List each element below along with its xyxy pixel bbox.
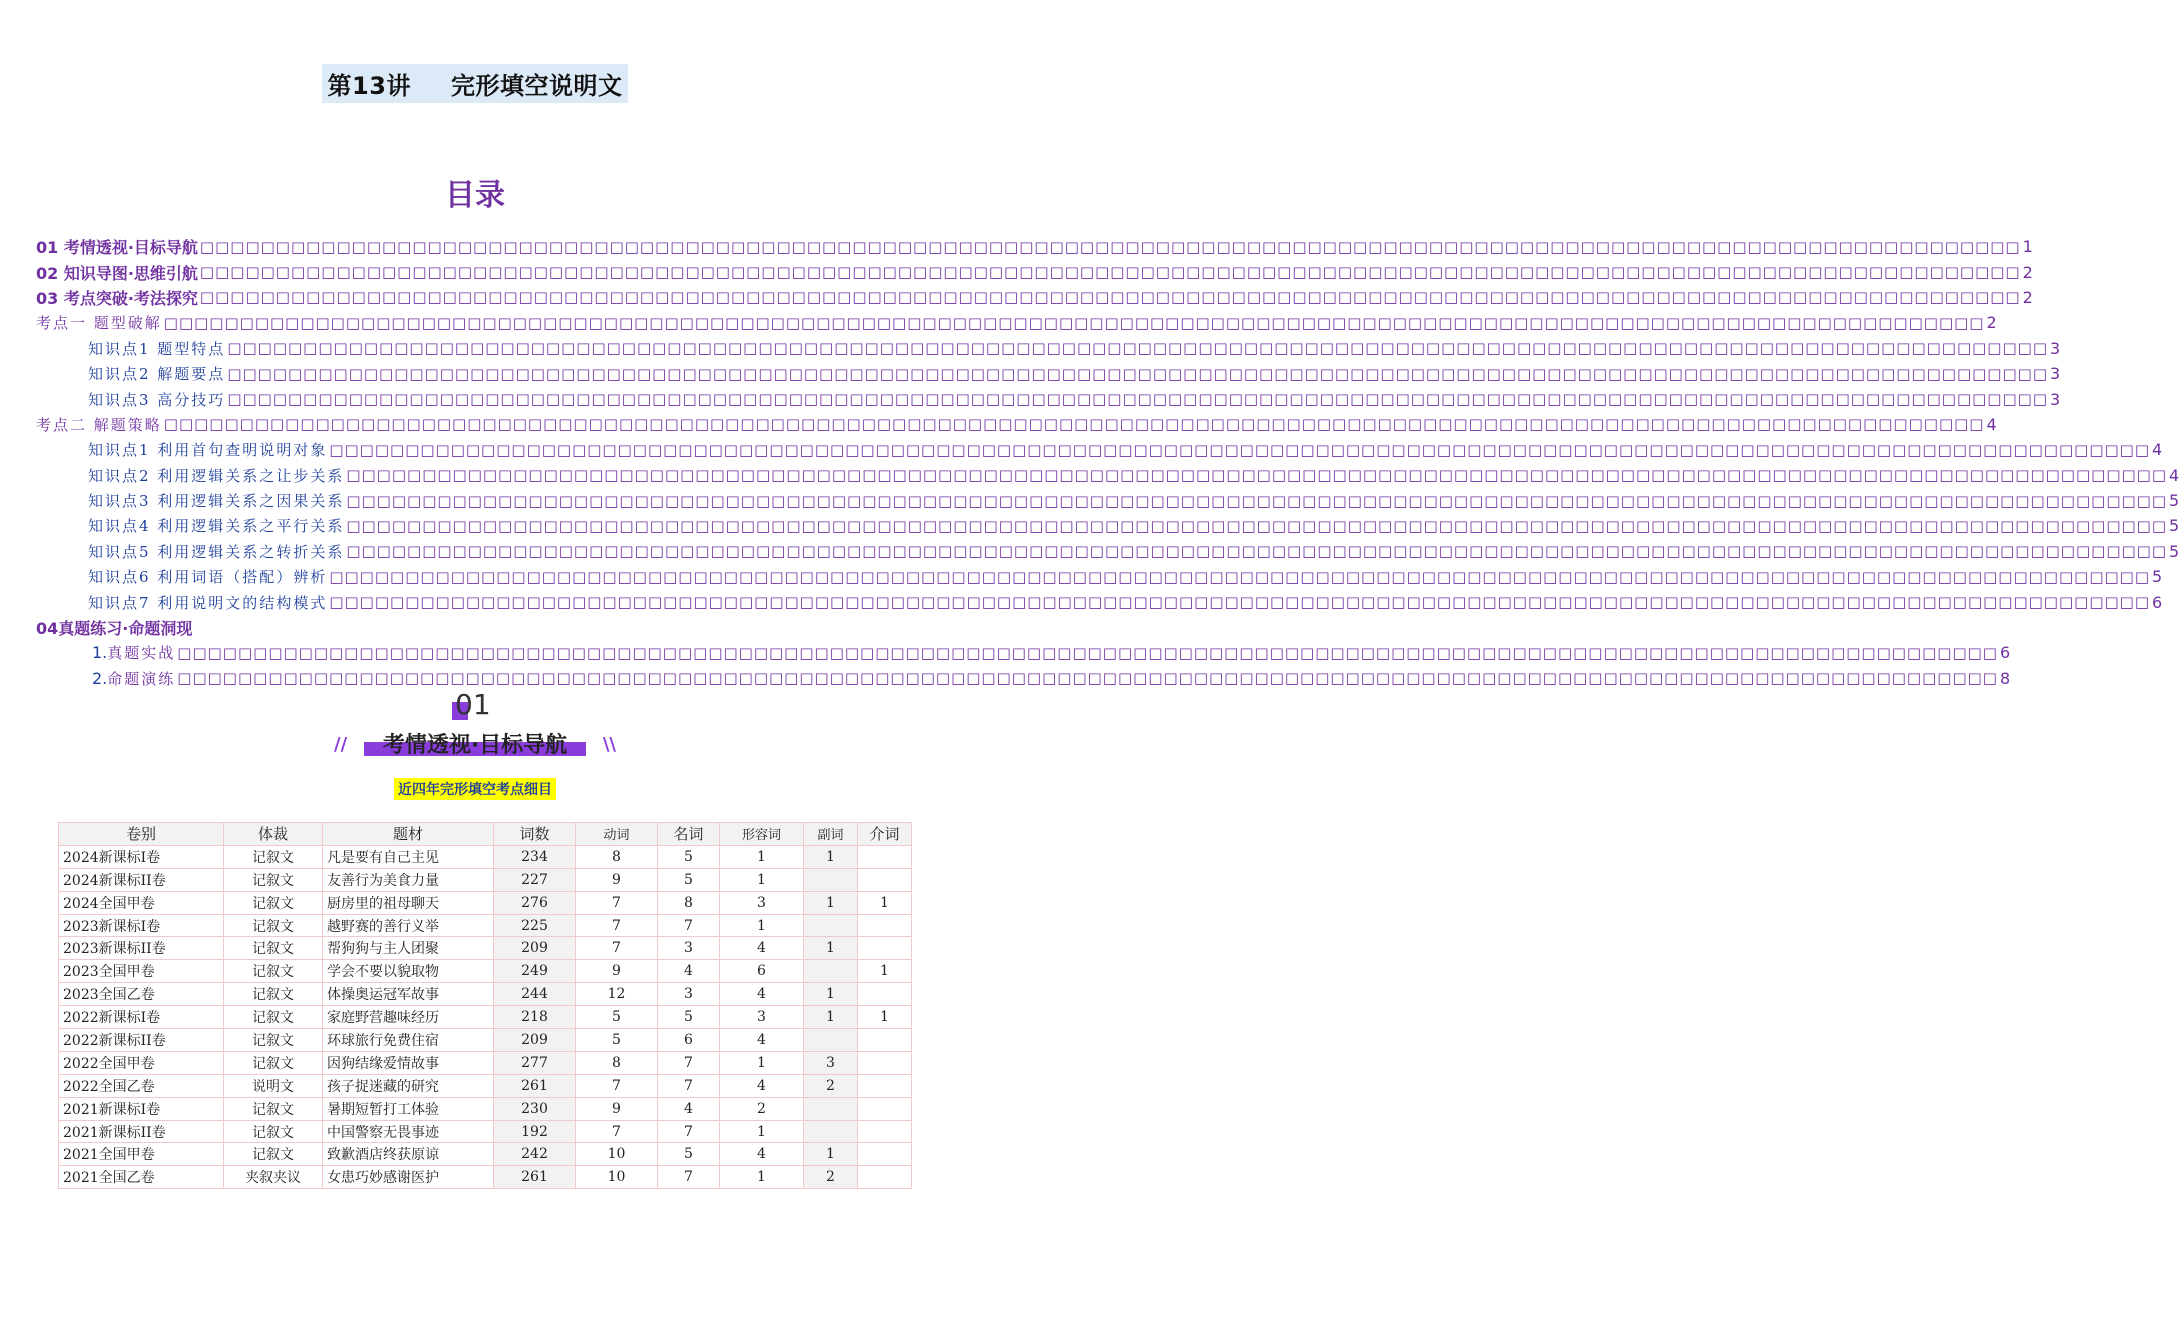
toc-entry[interactable] bbox=[36, 285, 2033, 310]
table-cell: 记叙文 bbox=[224, 1143, 323, 1166]
section-number-block bbox=[0, 688, 950, 724]
table-cell: 体操奥运冠军故事 bbox=[323, 983, 494, 1006]
table-cell: 3 bbox=[658, 937, 720, 960]
right-slash-ornament: \\ bbox=[602, 734, 616, 755]
toc-page-number: 5 bbox=[2169, 541, 2179, 561]
table-row bbox=[59, 1029, 912, 1052]
table-cell: 1 bbox=[858, 960, 912, 983]
table-row bbox=[59, 960, 912, 983]
toc-entry[interactable] bbox=[36, 539, 2179, 564]
header-cell: 介词 bbox=[858, 823, 912, 846]
table-cell: 2024新课标II卷 bbox=[59, 868, 224, 891]
table-row bbox=[59, 1143, 912, 1166]
table-cell: 记叙文 bbox=[224, 868, 323, 891]
table-cell: 1 bbox=[720, 1166, 804, 1189]
header-cell: 副词 bbox=[804, 823, 858, 846]
table-cell: 10 bbox=[576, 1143, 658, 1166]
table-cell: 环球旅行免费住宿 bbox=[323, 1029, 494, 1052]
table-cell: 1 bbox=[720, 868, 804, 891]
table-cell: 暑期短暂打工体验 bbox=[323, 1097, 494, 1120]
table-cell: 192 bbox=[494, 1120, 576, 1143]
table-cell: 记叙文 bbox=[224, 983, 323, 1006]
toc-entry-label: 知识点2 解题要点 bbox=[88, 365, 226, 384]
table-cell: 2022全国乙卷 bbox=[59, 1074, 224, 1097]
table-cell: 227 bbox=[494, 868, 576, 891]
table-cell: 3 bbox=[804, 1051, 858, 1074]
table-cell: 友善行为美食力量 bbox=[323, 868, 494, 891]
table-cell: 2 bbox=[804, 1074, 858, 1097]
table-cell: 234 bbox=[494, 845, 576, 868]
table-row bbox=[59, 914, 912, 937]
table-cell: 2021新课标I卷 bbox=[59, 1097, 224, 1120]
toc-page-number: 4 bbox=[2169, 465, 2179, 485]
table-cell: 1 bbox=[720, 1051, 804, 1074]
lecture-number: 第13讲 bbox=[327, 72, 411, 100]
toc-leader: □□□□□□□□□□□□□□□□□□□□□□□□□□□□□□□□□□□□□□□□□□□□□□□□□□□□□□□□□□□□□□□□□□□□□□□□□□□□□□□□□□□□□□□□□□□□□□□□□□□□□□□□□□□□□□□□□□□□□□□□ bbox=[346, 466, 2168, 485]
table-cell: 7 bbox=[576, 1074, 658, 1097]
table-cell bbox=[858, 1051, 912, 1074]
table-cell: 1 bbox=[858, 891, 912, 914]
toc-leader: □□□□□□□□□□□□□□□□□□□□□□□□□□□□□□□□□□□□□□□□□□□□□□□□□□□□□□□□□□□□□□□□□□□□□□□□□□□□□□□□□□□□□□□□□□□□□□□□□□□□□□□□□□□□□□□□□□□□□□□□ bbox=[177, 669, 1998, 688]
toc-entry[interactable] bbox=[36, 488, 2179, 513]
table-cell: 夹叙夹议 bbox=[224, 1166, 323, 1189]
table-cell: 说明文 bbox=[224, 1074, 323, 1097]
toc-entry-label: 考点一 题型破解 bbox=[36, 314, 162, 333]
toc-leader: □□□□□□□□□□□□□□□□□□□□□□□□□□□□□□□□□□□□□□□□□□□□□□□□□□□□□□□□□□□□□□□□□□□□□□□□□□□□□□□□□□□□□□□□□□□□□□□□□□□□□□□□□□□□□□□□□□□□□□□□ bbox=[177, 643, 1998, 662]
header-cell: 形容词 bbox=[720, 823, 804, 846]
table-cell: 1 bbox=[858, 1006, 912, 1029]
toc-entry[interactable] bbox=[36, 336, 2061, 361]
table-cell: 230 bbox=[494, 1097, 576, 1120]
table-cell: 记叙文 bbox=[224, 1006, 323, 1029]
table-row bbox=[59, 868, 912, 891]
table-cell: 242 bbox=[494, 1143, 576, 1166]
toc-entry-label: 知识点6 利用词语（搭配）辨析 bbox=[88, 568, 328, 587]
table-cell: 2021新课标II卷 bbox=[59, 1120, 224, 1143]
toc-leader: □□□□□□□□□□□□□□□□□□□□□□□□□□□□□□□□□□□□□□□□□□□□□□□□□□□□□□□□□□□□□□□□□□□□□□□□□□□□□□□□□□□□□□□□□□□□□□□□□□□□□□□□□□□□□□□□□□□□□□□□ bbox=[346, 542, 2168, 561]
table-cell: 2022新课标II卷 bbox=[59, 1029, 224, 1052]
table-cell: 记叙文 bbox=[224, 1097, 323, 1120]
toc-page-number: 3 bbox=[2050, 338, 2061, 358]
table-cell: 209 bbox=[494, 937, 576, 960]
table-cell: 4 bbox=[720, 1143, 804, 1166]
table-cell: 276 bbox=[494, 891, 576, 914]
toc-entry-text: 命题演练 bbox=[107, 669, 176, 688]
table-header-row bbox=[59, 823, 912, 846]
table-cell: 凡是要有自己主见 bbox=[323, 845, 494, 868]
table-cell: 帮狗狗与主人团聚 bbox=[323, 937, 494, 960]
table-cell bbox=[858, 1120, 912, 1143]
toc-leader: □□□□□□□□□□□□□□□□□□□□□□□□□□□□□□□□□□□□□□□□□□□□□□□□□□□□□□□□□□□□□□□□□□□□□□□□□□□□□□□□□□□□□□□□□□□□□□□□□□□□□□□□□□□□□□□□□□□□□□□□ bbox=[227, 364, 2048, 383]
toc-entry[interactable] bbox=[36, 564, 2163, 589]
table-cell: 4 bbox=[720, 937, 804, 960]
toc-entry-label: 知识点1 题型特点 bbox=[88, 339, 226, 358]
table-cell: 7 bbox=[658, 1074, 720, 1097]
table-cell: 5 bbox=[658, 1143, 720, 1166]
table-cell: 225 bbox=[494, 914, 576, 937]
header-cell: 词数 bbox=[494, 823, 576, 846]
toc-page-number: 8 bbox=[1999, 668, 2011, 688]
table-cell: 厨房里的祖母聊天 bbox=[323, 891, 494, 914]
table-cell: 1 bbox=[804, 1143, 858, 1166]
table-cell: 7 bbox=[658, 914, 720, 937]
header-cell: 卷别 bbox=[59, 823, 224, 846]
toc-page-number: 2 bbox=[1986, 313, 1997, 333]
toc-page-number: 5 bbox=[2169, 516, 2179, 536]
toc-page-number: 3 bbox=[2050, 364, 2061, 384]
exam-points-table bbox=[58, 822, 912, 1189]
table-cell bbox=[804, 1029, 858, 1052]
toc-entry[interactable] bbox=[36, 259, 2033, 284]
table-cell: 5 bbox=[658, 868, 720, 891]
table-cell: 2021全国乙卷 bbox=[59, 1166, 224, 1189]
table-cell: 4 bbox=[720, 1074, 804, 1097]
toc-page-number: 5 bbox=[2169, 491, 2179, 511]
table-cell: 学会不要以貌取物 bbox=[323, 960, 494, 983]
table-cell: 越野赛的善行义举 bbox=[323, 914, 494, 937]
toc-entry[interactable] bbox=[36, 234, 2033, 259]
table-cell: 249 bbox=[494, 960, 576, 983]
toc-entry-label: 知识点3 高分技巧 bbox=[88, 390, 226, 409]
toc-leader: □□□□□□□□□□□□□□□□□□□□□□□□□□□□□□□□□□□□□□□□□□□□□□□□□□□□□□□□□□□□□□□□□□□□□□□□□□□□□□□□□□□□□□□□□□□□□□□□□□□□□□□□□□□□□□□□□□□□□□□□ bbox=[329, 440, 2151, 459]
toc-leader: □□□□□□□□□□□□□□□□□□□□□□□□□□□□□□□□□□□□□□□□□□□□□□□□□□□□□□□□□□□□□□□□□□□□□□□□□□□□□□□□□□□□□□□□□□□□□□□□□□□□□□□□□□□□□□□□□□□□□□□□ bbox=[346, 491, 2168, 510]
header-cell: 动词 bbox=[576, 823, 658, 846]
table-of-contents bbox=[36, 234, 2179, 691]
table-cell: 1 bbox=[804, 891, 858, 914]
table-cell: 致歉酒店终获原谅 bbox=[323, 1143, 494, 1166]
table-row bbox=[59, 1074, 912, 1097]
table-cell: 5 bbox=[576, 1029, 658, 1052]
table-cell: 2023全国甲卷 bbox=[59, 960, 224, 983]
table-cell: 9 bbox=[576, 960, 658, 983]
section-title: 考情透视·目标导航 bbox=[382, 733, 568, 758]
table-cell: 261 bbox=[494, 1166, 576, 1189]
table-cell bbox=[858, 983, 912, 1006]
left-slash-ornament: // bbox=[334, 734, 348, 755]
table-cell: 1 bbox=[804, 983, 858, 1006]
header-cell: 体裁 bbox=[224, 823, 323, 846]
table-cell bbox=[804, 1120, 858, 1143]
toc-entry[interactable] bbox=[36, 589, 2163, 614]
table-row bbox=[59, 1166, 912, 1189]
table-cell: 7 bbox=[658, 1120, 720, 1143]
table-cell: 记叙文 bbox=[224, 1120, 323, 1143]
table-cell: 记叙文 bbox=[224, 891, 323, 914]
table-cell: 7 bbox=[576, 914, 658, 937]
toc-entry-text: 真题实战 bbox=[107, 644, 176, 663]
header-cell: 名词 bbox=[658, 823, 720, 846]
table-cell bbox=[858, 1166, 912, 1189]
table-cell: 7 bbox=[576, 891, 658, 914]
table-cell: 记叙文 bbox=[224, 937, 323, 960]
toc-leader: □□□□□□□□□□□□□□□□□□□□□□□□□□□□□□□□□□□□□□□□□□□□□□□□□□□□□□□□□□□□□□□□□□□□□□□□□□□□□□□□□□□□□□□□□□□□□□□□□□□□□□□□□□□□□□□□□□□□□□□□ bbox=[163, 313, 1985, 332]
toc-page-number: 6 bbox=[2152, 592, 2163, 612]
table-cell: 5 bbox=[658, 845, 720, 868]
table-cell: 3 bbox=[720, 891, 804, 914]
table-cell bbox=[858, 868, 912, 891]
table-cell: 7 bbox=[576, 937, 658, 960]
toc-heading: 目录 bbox=[445, 178, 505, 213]
toc-entry-label: 知识点5 利用逻辑关系之转折关系 bbox=[88, 542, 345, 561]
table-cell: 12 bbox=[576, 983, 658, 1006]
toc-page-number: 5 bbox=[2152, 567, 2163, 587]
toc-entry-label: 知识点1 利用首句查明说明对象 bbox=[88, 441, 328, 460]
table-cell bbox=[858, 1074, 912, 1097]
table-cell: 2022新课标I卷 bbox=[59, 1006, 224, 1029]
table-cell: 1 bbox=[804, 1006, 858, 1029]
table-cell bbox=[804, 960, 858, 983]
toc-page-number: 3 bbox=[2050, 389, 2061, 409]
table-cell: 3 bbox=[720, 1006, 804, 1029]
table-cell: 244 bbox=[494, 983, 576, 1006]
table-cell: 7 bbox=[658, 1166, 720, 1189]
table-cell: 277 bbox=[494, 1051, 576, 1074]
table-cell bbox=[858, 1097, 912, 1120]
table-cell: 2024全国甲卷 bbox=[59, 891, 224, 914]
table-cell: 1 bbox=[720, 914, 804, 937]
table-cell: 218 bbox=[494, 1006, 576, 1029]
table-cell bbox=[858, 845, 912, 868]
toc-page-number: 2 bbox=[2022, 262, 2033, 282]
table-cell: 6 bbox=[658, 1029, 720, 1052]
table-cell: 中国警察无畏事迹 bbox=[323, 1120, 494, 1143]
toc-entry[interactable] bbox=[36, 463, 2179, 488]
table-cell bbox=[858, 914, 912, 937]
table-cell: 2023新课标II卷 bbox=[59, 937, 224, 960]
table-caption-wrap bbox=[0, 778, 950, 800]
toc-entry[interactable] bbox=[36, 386, 2061, 411]
toc-leader: □□□□□□□□□□□□□□□□□□□□□□□□□□□□□□□□□□□□□□□□□□□□□□□□□□□□□□□□□□□□□□□□□□□□□□□□□□□□□□□□□□□□□□□□□□□□□□□□□□□□□□□□□□□□□□□□□□□□□□□□ bbox=[227, 339, 2048, 358]
table-row bbox=[59, 891, 912, 914]
table-row bbox=[59, 1006, 912, 1029]
table-cell: 7 bbox=[658, 1051, 720, 1074]
table-cell: 记叙文 bbox=[224, 1029, 323, 1052]
toc-entry-label: 知识点4 利用逻辑关系之平行关系 bbox=[88, 517, 345, 536]
table-cell: 7 bbox=[576, 1120, 658, 1143]
table-cell bbox=[804, 868, 858, 891]
table-cell: 1 bbox=[804, 845, 858, 868]
lecture-title bbox=[322, 64, 629, 103]
toc-leader: □□□□□□□□□□□□□□□□□□□□□□□□□□□□□□□□□□□□□□□□□□□□□□□□□□□□□□□□□□□□□□□□□□□□□□□□□□□□□□□□□□□□□□□□□□□□□□□□□□□□□□□□□□□□□□□□□□□□□□□□ bbox=[346, 516, 2168, 535]
table-cell: 家庭野营趣味经历 bbox=[323, 1006, 494, 1029]
table-cell: 5 bbox=[576, 1006, 658, 1029]
toc-leader: □□□□□□□□□□□□□□□□□□□□□□□□□□□□□□□□□□□□□□□□□□□□□□□□□□□□□□□□□□□□□□□□□□□□□□□□□□□□□□□□□□□□□□□□□□□□□□□□□□□□□□□□□□□□□□□□□□□□□□□□ bbox=[199, 288, 2021, 307]
toc-entry[interactable] bbox=[36, 412, 1997, 437]
toc-entry[interactable] bbox=[36, 640, 2011, 665]
table-cell: 5 bbox=[658, 1006, 720, 1029]
section-banner bbox=[330, 728, 620, 760]
toc-entry-number: 1. bbox=[92, 643, 108, 663]
table-cell: 4 bbox=[658, 960, 720, 983]
table-cell: 8 bbox=[658, 891, 720, 914]
toc-page-number: 2 bbox=[2022, 287, 2033, 307]
table-cell: 1 bbox=[720, 845, 804, 868]
table-row bbox=[59, 983, 912, 1006]
toc-entry[interactable] bbox=[36, 513, 2179, 538]
table-cell: 记叙文 bbox=[224, 960, 323, 983]
toc-entry[interactable] bbox=[36, 361, 2061, 386]
table-cell: 4 bbox=[720, 983, 804, 1006]
toc-entry[interactable] bbox=[36, 437, 2163, 462]
table-cell: 10 bbox=[576, 1166, 658, 1189]
table-row bbox=[59, 937, 912, 960]
toc-leader: □□□□□□□□□□□□□□□□□□□□□□□□□□□□□□□□□□□□□□□□□□□□□□□□□□□□□□□□□□□□□□□□□□□□□□□□□□□□□□□□□□□□□□□□□□□□□□□□□□□□□□□□□□□□□□□□□□□□□□□□ bbox=[227, 390, 2048, 409]
section-number: 01 bbox=[455, 688, 491, 721]
header-cell: 题材 bbox=[323, 823, 494, 846]
toc-leader: □□□□□□□□□□□□□□□□□□□□□□□□□□□□□□□□□□□□□□□□□□□□□□□□□□□□□□□□□□□□□□□□□□□□□□□□□□□□□□□□□□□□□□□□□□□□□□□□□□□□□□□□□□□□□□□□□□□□□□□□ bbox=[199, 263, 2021, 282]
toc-entry-label: 02 知识导图·思维引航 bbox=[36, 263, 198, 283]
toc-page-number: 6 bbox=[1999, 643, 2011, 663]
toc-entry-label: 03 考点突破·考法探究 bbox=[36, 288, 198, 308]
table-body bbox=[59, 845, 912, 1188]
table-cell: 9 bbox=[576, 868, 658, 891]
lecture-topic: 完形填空说明文 bbox=[450, 72, 623, 100]
table-cell: 3 bbox=[658, 983, 720, 1006]
toc-page-number: 4 bbox=[2152, 440, 2163, 460]
table-cell: 261 bbox=[494, 1074, 576, 1097]
table-cell: 2024新课标I卷 bbox=[59, 845, 224, 868]
table-cell: 9 bbox=[576, 1097, 658, 1120]
table-row bbox=[59, 1051, 912, 1074]
table-cell: 女患巧妙感谢医护 bbox=[323, 1166, 494, 1189]
table-cell: 记叙文 bbox=[224, 1051, 323, 1074]
toc-entry-label: 04真题练习·命题洞现 bbox=[36, 619, 193, 639]
toc-entry-label: 知识点2 利用逻辑关系之让步关系 bbox=[88, 466, 345, 485]
table-cell: 2023新课标I卷 bbox=[59, 914, 224, 937]
toc-leader: □□□□□□□□□□□□□□□□□□□□□□□□□□□□□□□□□□□□□□□□□□□□□□□□□□□□□□□□□□□□□□□□□□□□□□□□□□□□□□□□□□□□□□□□□□□□□□□□□□□□□□□□□□□□□□□□□□□□□□□□ bbox=[163, 415, 1985, 434]
toc-entry-label: 考点二 解题策略 bbox=[36, 415, 162, 434]
table-cell: 2021全国甲卷 bbox=[59, 1143, 224, 1166]
table-cell: 因狗结缘爱情故事 bbox=[323, 1051, 494, 1074]
table-cell bbox=[858, 1143, 912, 1166]
table-cell bbox=[858, 937, 912, 960]
toc-entry-label: 01 考情透视·目标导航 bbox=[36, 238, 198, 258]
table-cell: 2022全国甲卷 bbox=[59, 1051, 224, 1074]
table-cell bbox=[804, 914, 858, 937]
table-cell: 8 bbox=[576, 845, 658, 868]
page-title bbox=[0, 64, 950, 103]
table-row bbox=[59, 1097, 912, 1120]
toc-leader: □□□□□□□□□□□□□□□□□□□□□□□□□□□□□□□□□□□□□□□□□□□□□□□□□□□□□□□□□□□□□□□□□□□□□□□□□□□□□□□□□□□□□□□□□□□□□□□□□□□□□□□□□□□□□□□□□□□□□□□□ bbox=[199, 237, 2021, 256]
toc-leader: □□□□□□□□□□□□□□□□□□□□□□□□□□□□□□□□□□□□□□□□□□□□□□□□□□□□□□□□□□□□□□□□□□□□□□□□□□□□□□□□□□□□□□□□□□□□□□□□□□□□□□□□□□□□□□□□□□□□□□□□ bbox=[329, 593, 2151, 612]
table-cell: 记叙文 bbox=[224, 845, 323, 868]
table-cell: 8 bbox=[576, 1051, 658, 1074]
table-cell: 209 bbox=[494, 1029, 576, 1052]
table-cell: 2 bbox=[720, 1097, 804, 1120]
table-caption: 近四年完形填空考点细目 bbox=[394, 778, 556, 800]
toc-page-number: 4 bbox=[1986, 414, 1997, 434]
toc-entry[interactable] bbox=[36, 310, 1997, 335]
toc-entry[interactable] bbox=[36, 615, 812, 640]
table-cell: 6 bbox=[720, 960, 804, 983]
toc-entry-label: 知识点7 利用说明文的结构模式 bbox=[88, 593, 328, 612]
table-cell: 2023全国乙卷 bbox=[59, 983, 224, 1006]
table-cell: 4 bbox=[720, 1029, 804, 1052]
toc-entry-label: 知识点3 利用逻辑关系之因果关系 bbox=[88, 492, 345, 511]
table-cell: 孩子捉迷藏的研究 bbox=[323, 1074, 494, 1097]
table-cell bbox=[804, 1097, 858, 1120]
table-row bbox=[59, 845, 912, 868]
toc-entry-label bbox=[92, 642, 175, 663]
table-row bbox=[59, 1120, 912, 1143]
table-cell: 2 bbox=[804, 1166, 858, 1189]
table-cell: 1 bbox=[804, 937, 858, 960]
toc-entry-label bbox=[92, 668, 175, 689]
toc-entry-number: 2. bbox=[92, 668, 108, 688]
toc-page-number: 1 bbox=[2022, 237, 2033, 257]
table-cell: 4 bbox=[658, 1097, 720, 1120]
table-cell: 记叙文 bbox=[224, 914, 323, 937]
table-cell: 1 bbox=[720, 1120, 804, 1143]
toc-leader: □□□□□□□□□□□□□□□□□□□□□□□□□□□□□□□□□□□□□□□□□□□□□□□□□□□□□□□□□□□□□□□□□□□□□□□□□□□□□□□□□□□□□□□□□□□□□□□□□□□□□□□□□□□□□□□□□□□□□□□□ bbox=[329, 567, 2151, 586]
table-cell bbox=[858, 1029, 912, 1052]
